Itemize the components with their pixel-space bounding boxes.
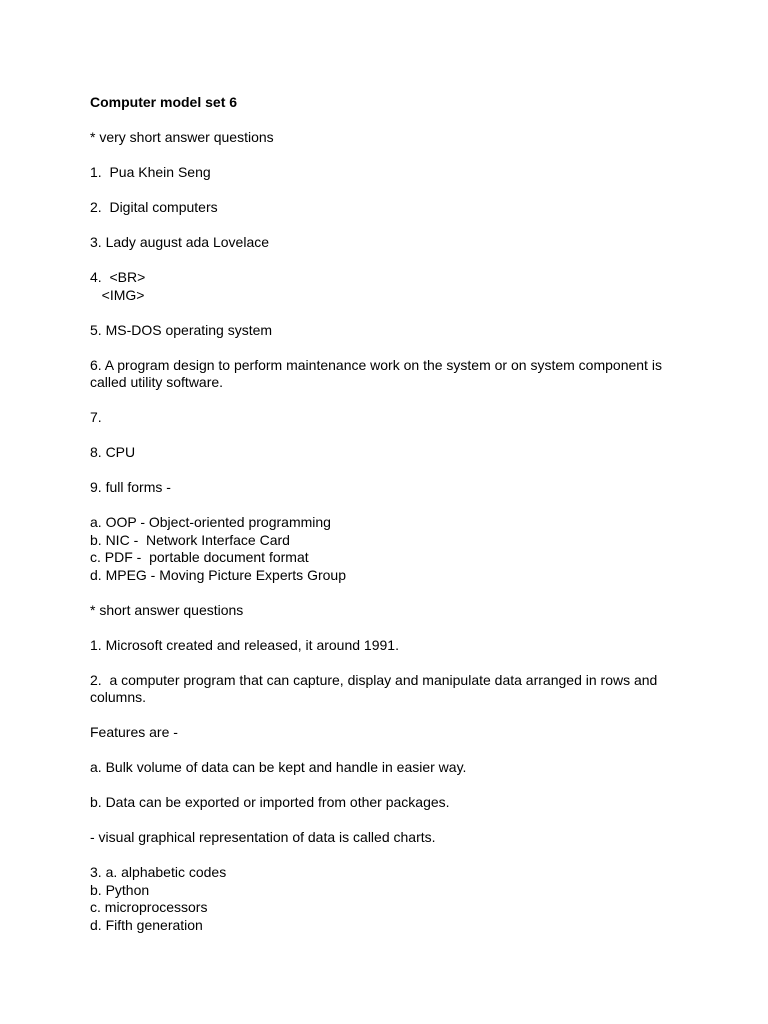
spacer xyxy=(90,654,690,672)
answer-line: columns. xyxy=(90,689,147,705)
answer-line: 8. CPU xyxy=(90,444,136,460)
full-form-item: a. OOP - Object-oriented programming xyxy=(90,514,331,530)
spacer xyxy=(90,462,690,480)
very-short-heading: * very short answer questions xyxy=(90,129,274,145)
spacer xyxy=(90,497,690,515)
spacer xyxy=(90,147,690,165)
spacer xyxy=(90,339,690,357)
answer-line: 4. <BR> xyxy=(90,269,146,285)
answer-line: 1. Pua Khein Seng xyxy=(90,164,211,180)
feature-item: b. Data can be exported or imported from other packages. xyxy=(90,794,450,810)
answer-line: <IMG> xyxy=(90,286,145,303)
spacer xyxy=(90,707,690,725)
answer-line: c. microprocessors xyxy=(90,899,208,915)
answer-line: b. Python xyxy=(90,881,150,898)
full-form-item: c. PDF - portable document format xyxy=(90,549,309,565)
answer-line: 3. a. alphabetic codes xyxy=(90,864,227,880)
spacer xyxy=(90,619,690,637)
spacer xyxy=(90,812,690,830)
answer-line: 9. full forms - xyxy=(90,479,171,495)
spacer xyxy=(90,392,690,410)
answer-line: d. Fifth generation xyxy=(90,916,203,933)
answer-line: 3. Lady august ada Lovelace xyxy=(90,234,270,250)
answer-line: 2. a computer program that can capture, display and manipulate data arranged in rows and xyxy=(90,671,658,688)
spacer xyxy=(90,427,690,445)
short-answer-heading: * short answer questions xyxy=(90,601,244,618)
answer-line: 2. Digital computers xyxy=(90,199,218,215)
spacer xyxy=(90,182,690,200)
document-title: Computer model set 6 xyxy=(90,94,238,110)
spacer xyxy=(90,217,690,235)
spacer xyxy=(90,252,690,270)
spacer xyxy=(90,304,690,322)
document-body xyxy=(90,94,690,934)
spacer xyxy=(90,584,690,602)
answer-line: called utility software. xyxy=(90,374,224,390)
feature-item: - visual graphical representation of data is called charts. xyxy=(90,829,436,845)
answer-line: 1. Microsoft created and released, it around 1991. xyxy=(90,636,399,653)
features-heading: Features are - xyxy=(90,724,178,740)
answer-line: 5. MS-DOS operating system xyxy=(90,321,273,338)
answer-line: 6. A program design to perform maintenance work on the system or on system component is xyxy=(90,356,662,373)
full-form-item: b. NIC - Network Interface Card xyxy=(90,531,290,548)
answer-line: 7. xyxy=(90,409,102,425)
full-form-item: d. MPEG - Moving Picture Experts Group xyxy=(90,566,346,583)
spacer xyxy=(90,777,690,795)
feature-item: a. Bulk volume of data can be kept and handle in easier way. xyxy=(90,759,467,775)
spacer xyxy=(90,742,690,760)
spacer xyxy=(90,112,690,130)
spacer xyxy=(90,847,690,865)
